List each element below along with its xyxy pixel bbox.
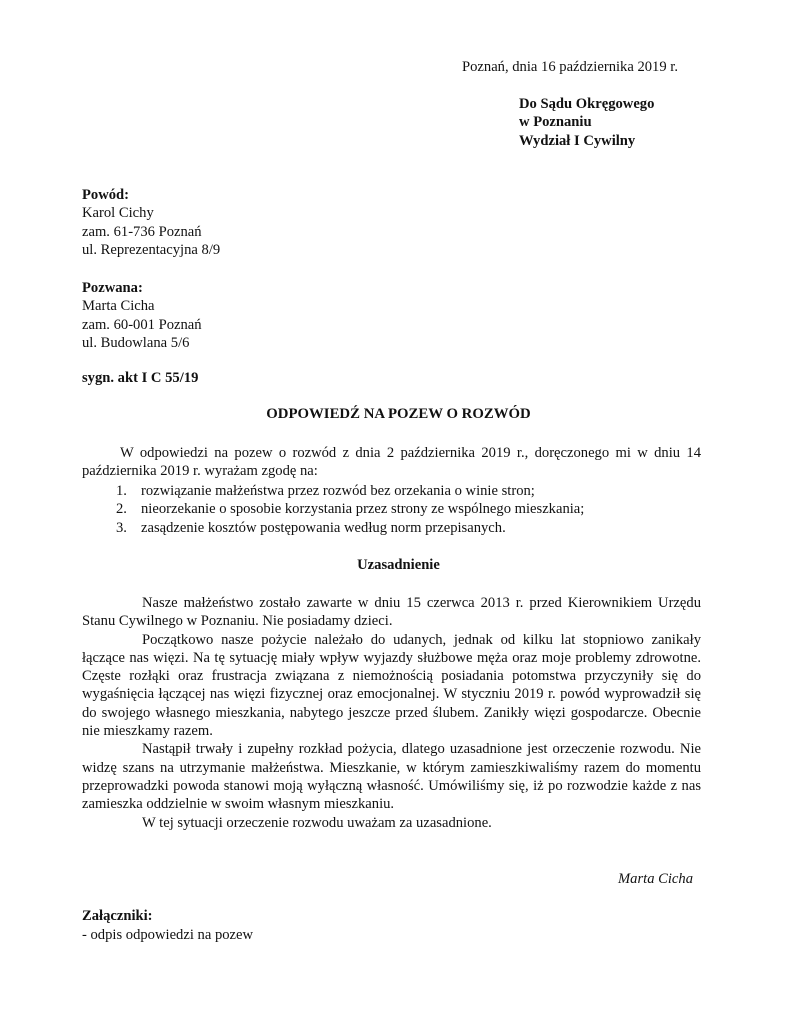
list-item-text: rozwiązanie małżeństwa przez rozwód bez orzekania o winie stron; [141, 483, 535, 499]
defendant-name: Marta Cicha [82, 298, 155, 315]
attachment-item: - odpis odpowiedzi na pozew [82, 927, 254, 943]
list-item-text: zasądzenie kosztów postępowania według norm przepisanych. [141, 519, 506, 536]
justification-paragraph: Nasze małżeństwo zostało zawarte w dniu 15 czerwca 2013 r. przed Kierownikiem Urzędu Stanu Cywilnego w Poznaniu. Nie posiadamy dzieci. [82, 595, 701, 630]
attachments-label: Załączniki: [82, 908, 153, 924]
plaintiff-block [82, 186, 220, 259]
court-address [519, 95, 654, 150]
court-line: Wydział I Cywilny [519, 132, 636, 149]
place-date: Poznań, dnia 16 października 2019 r. [462, 59, 679, 75]
list-item-number: 3. [116, 519, 127, 536]
plaintiff-name: Karol Cichy [82, 205, 154, 222]
plaintiff-label: Powód: [82, 187, 130, 203]
defendant-address-line1: zam. 60-001 Poznań [82, 316, 202, 333]
justification-paragraph: Nastąpił trwały i zupełny rozkład pożycia, dlatego uzasadnione jest orzeczenie rozwodu. Nie widzę szans na utrzymanie małżeństwa. Mieszkanie, w którym zamieszkiwaliśmy razem do momentu przeprowadzki powoda stanowi moją wyłączną własność. Umówiliśmy się, iż po rozwodzie każde z nas zamieszka oddzielnie w swoim własnym mieszkaniu. [82, 741, 701, 813]
signature: Marta Cicha [618, 871, 693, 887]
case-number: sygn. akt I C 55/19 [82, 370, 199, 386]
justification-paragraph: W tej sytuacji orzeczenie rozwodu uważam za uzasadnione. [142, 814, 492, 831]
list-item [82, 482, 584, 500]
plaintiff-address-line1: zam. 61-736 Poznań [82, 223, 202, 240]
justification-paragraph: Początkowo nasze pożycie należało do udanych, jednak od kilku lat stopniowo zanikały łączące nas więzi. Na tę sytuację miały wpływ wyjazdy służbowe męża oraz moje problemy zdrowotne. Częste rozłąki oraz frustracja związana z niemożnością posiadania potomstwa przyczyniły się do wygaśnięcia łączącej nas więzi fizycznej oraz emocjonalnej. W styczniu 2019 r. powód wyprowadził się do swojego własnego mieszkania, nabytego jeszcze przed ślubem. Zanikły więzi gospodarcze. Obecnie nie mieszkamy razem. [82, 631, 701, 740]
list-item-number: 2. [116, 501, 127, 518]
court-line: Do Sądu Okręgowego [519, 96, 655, 112]
list-item-text: nieorzekanie o sposobie korzystania przez strony ze wspólnego mieszkania; [141, 501, 585, 518]
document-title: ODPOWIEDŹ NA POZEW O ROZWÓD [266, 406, 531, 422]
list-item-number: 1. [116, 483, 127, 499]
plaintiff-address-line2: ul. Reprezentacyjna 8/9 [82, 241, 221, 258]
defendant-address-line2: ul. Budowlana 5/6 [82, 334, 190, 351]
list-item [82, 519, 584, 537]
justification-body [82, 594, 701, 832]
requests-list [82, 482, 584, 537]
list-item [82, 500, 584, 518]
defendant-label: Pozwana: [82, 280, 143, 296]
justification-heading: Uzasadnienie [357, 557, 440, 573]
intro-paragraph: W odpowiedzi na pozew o rozwód z dnia 2 października 2019 r., doręczonego mi w dniu 14 października 2019 r. wyrażam zgodę na: [82, 445, 701, 480]
defendant-block [82, 279, 202, 352]
court-line: w Poznaniu [519, 114, 592, 131]
